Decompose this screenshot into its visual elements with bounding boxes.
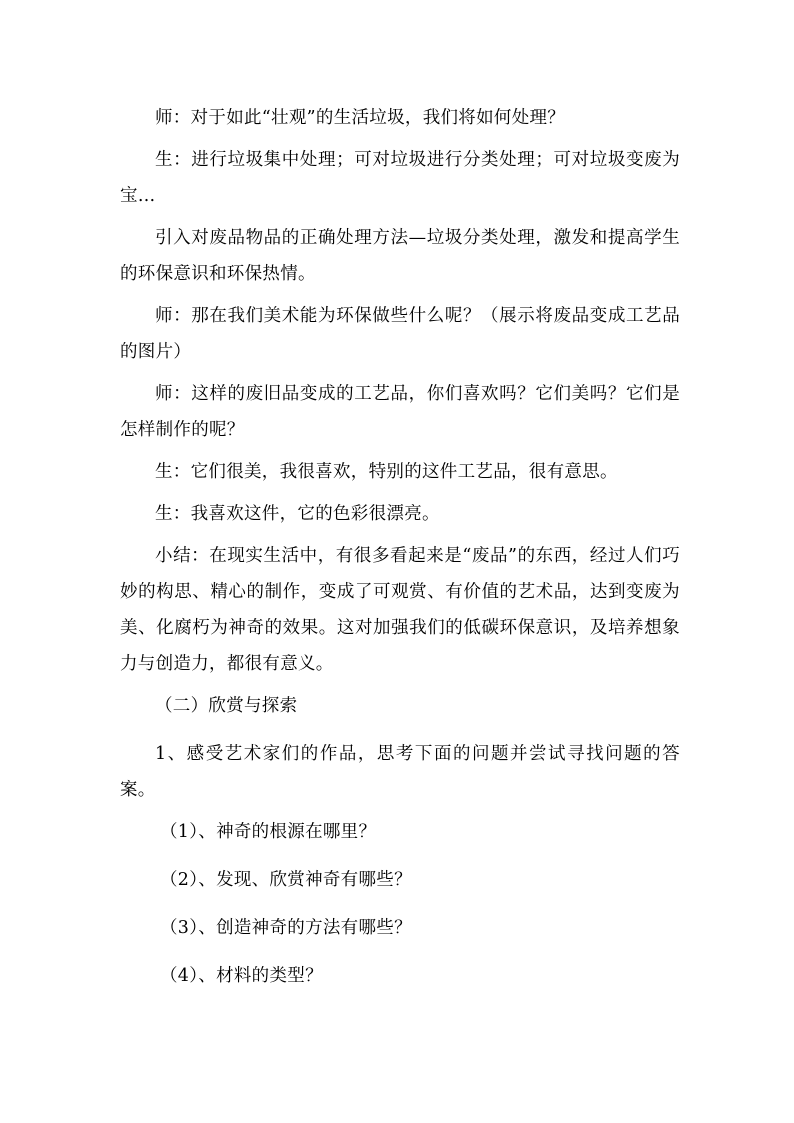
question-item: （2）、发现、欣赏神奇有哪些？ xyxy=(160,870,412,890)
dialogue-student-answer: 生：进行垃圾集中处理；可对垃圾进行分类处理；可对垃圾变废为宝… xyxy=(120,150,680,206)
section-heading: （二）欣赏与探索 xyxy=(155,696,298,716)
dialogue-teacher-question: 师：这样的废旧品变成的工艺品，你们喜欢吗？它们美吗？它们是怎样制作的呢？ xyxy=(120,384,680,440)
dialogue-student-answer: 生：它们很美，我很喜欢，特别的这件工艺品，很有意思。 xyxy=(155,462,618,482)
document-body xyxy=(120,100,680,1006)
question-item: （3）、创造神奇的方法有哪些？ xyxy=(160,918,412,938)
question-item: （1）、神奇的根源在哪里？ xyxy=(160,822,377,842)
dialogue-student-answer: 生：我喜欢这件，它的色彩很漂亮。 xyxy=(155,504,440,524)
summary-paragraph: 小结：在现实生活中，有很多看起来是“废品”的东西，经过人们巧妙的构思、精心的制作，变成了可观赏、有价值的艺术品，达到变废为美、化腐朽为神奇的效果。这对加强我们的低碳环保意识，及培养想象力与创造力，都很有意义。 xyxy=(120,546,680,674)
dialogue-teacher-question: 师：那在我们美术能为环保做些什么呢？（展示将废品变成工艺品的图片） xyxy=(120,306,680,362)
narration-paragraph: 引入对废品物品的正确处理方法—垃圾分类处理，激发和提高学生的环保意识和环保热情。 xyxy=(120,228,680,284)
task-paragraph: 1、感受艺术家们的作品，思考下面的问题并尝试寻找问题的答案。 xyxy=(120,744,680,800)
dialogue-teacher-question: 师：对于如此“壮观”的生活垃圾，我们将如何处理？ xyxy=(155,108,566,128)
question-item: （4）、材料的类型？ xyxy=(160,966,323,986)
